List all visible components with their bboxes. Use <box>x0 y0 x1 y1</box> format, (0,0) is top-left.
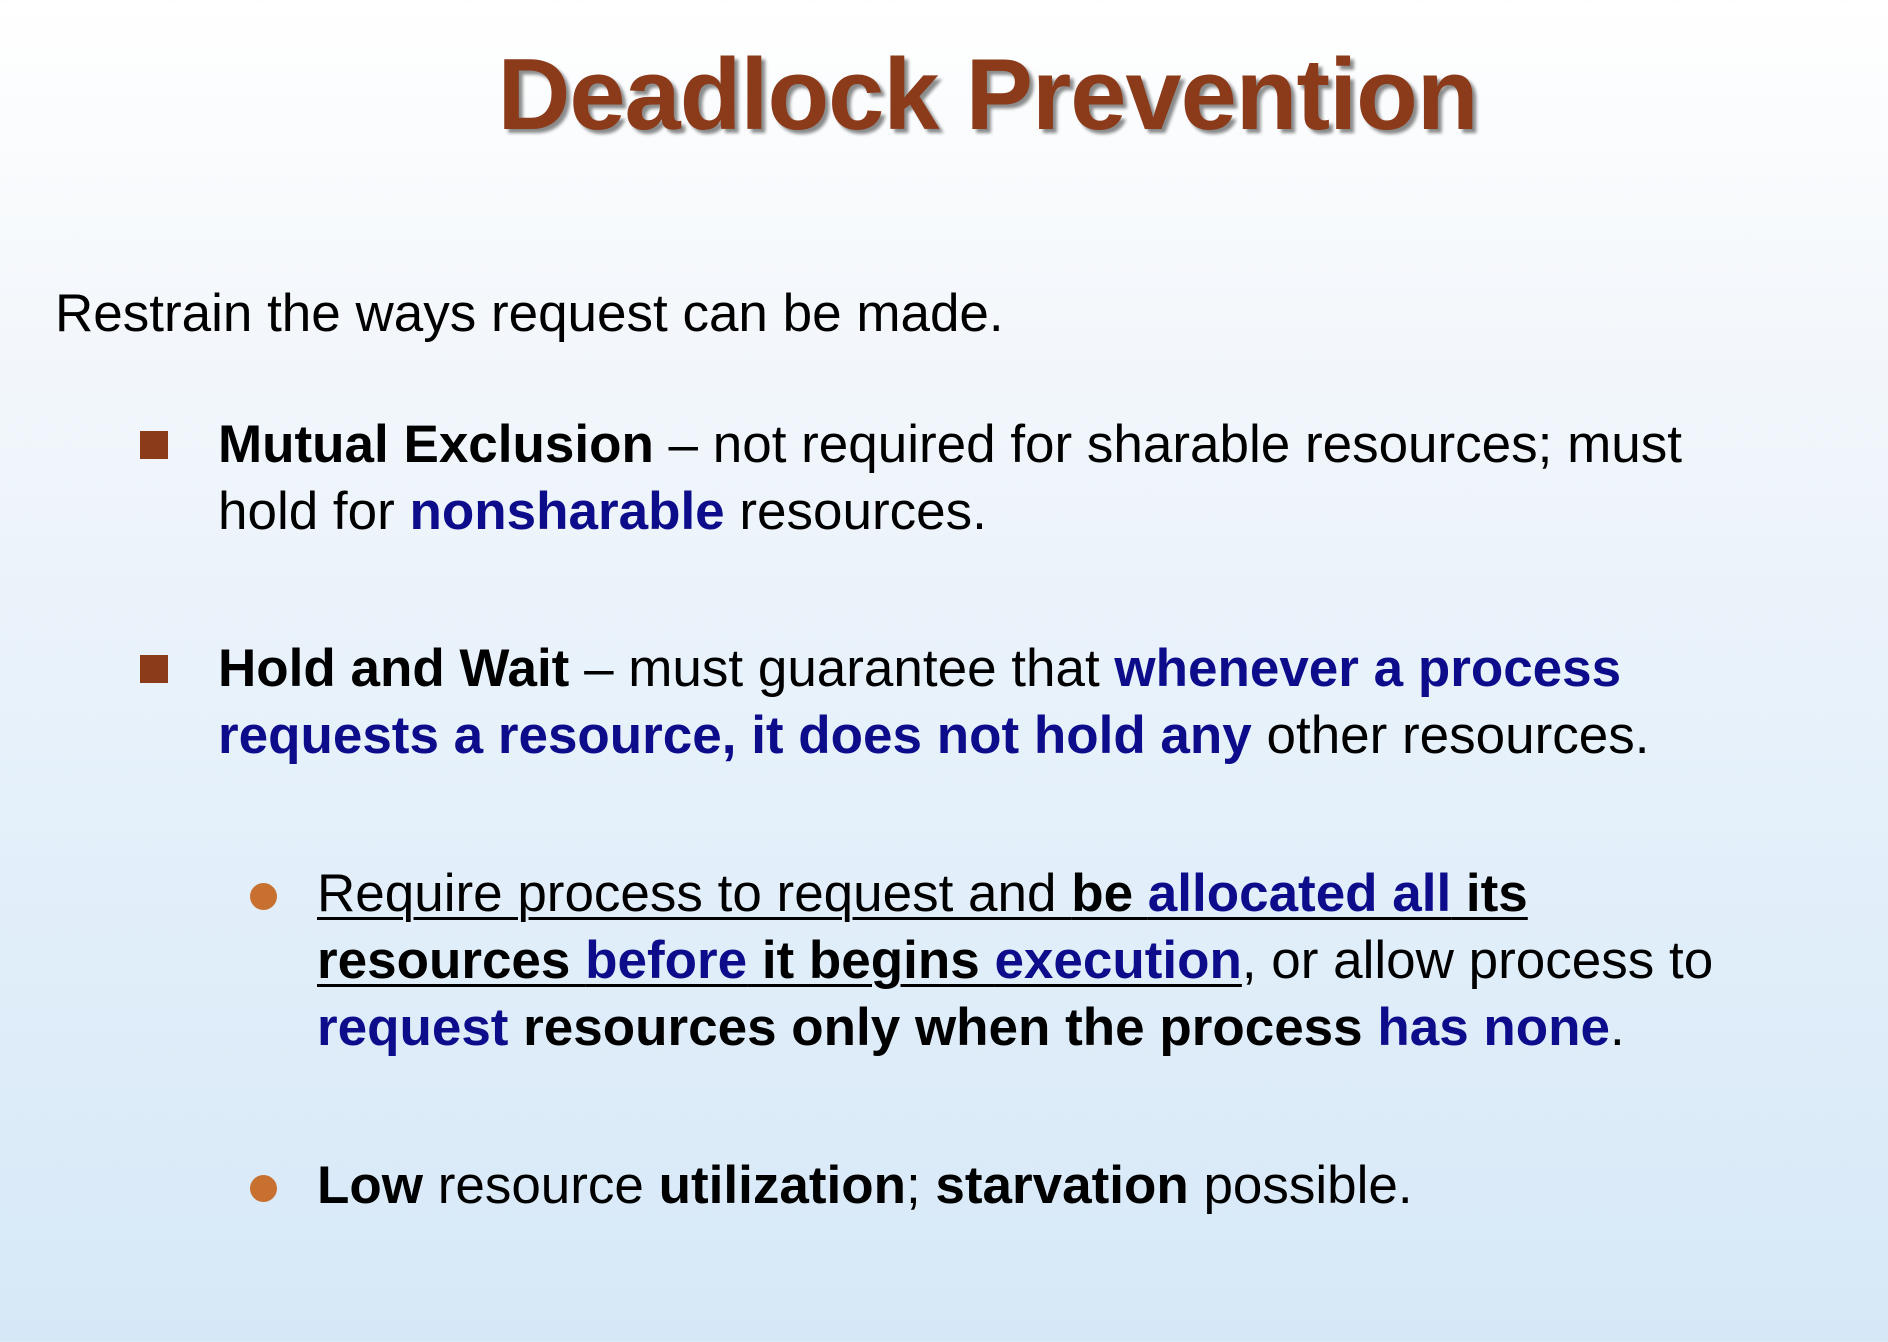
sub-bullet-part: its resources <box>317 864 1528 990</box>
dot-bullet-icon <box>250 1175 277 1202</box>
sub-bullet-part: . <box>1610 998 1625 1057</box>
sub-bullet-part: before <box>585 931 748 990</box>
bullet-part: – not required for sharable resources; must hold for <box>218 415 1682 541</box>
sub-bullet-part: it begins <box>747 931 995 990</box>
bullet-part: Hold and Wait <box>218 639 570 698</box>
bullet-part: resources. <box>724 482 987 541</box>
sub-bullet-part: request <box>317 998 509 1057</box>
dot-bullet-icon <box>250 883 277 910</box>
sub-bullet-part: utilization <box>658 1156 906 1215</box>
sub-bullet-part: allocated all <box>1147 864 1452 923</box>
sub-bullet-part: , or allow process to <box>1241 931 1714 990</box>
sub-bullet-part: possible. <box>1188 1156 1413 1215</box>
sub-bullet-part: resources only when the process <box>508 998 1378 1057</box>
sub-bullet-part: Require process to request and <box>317 864 1072 923</box>
intro-text: Restrain the ways request can be made. <box>55 284 1004 343</box>
sub-bullet-part: be <box>1071 864 1148 923</box>
sub-bullet-part: resource <box>422 1156 659 1215</box>
square-bullet-icon <box>140 431 168 459</box>
bullet-hold-and-wait <box>218 635 1768 769</box>
slide-title: Deadlock Prevention <box>497 39 1478 151</box>
bullet-part: – must guarantee that <box>569 639 1115 698</box>
sub-bullet-require-allocation <box>317 860 1777 1061</box>
sub-bullet-part: execution <box>994 931 1242 990</box>
bullet-mutual-exclusion <box>218 411 1768 545</box>
bullet-part: whenever a process requests a resource, it does not hold any <box>218 639 1622 765</box>
sub-bullet-part: has none <box>1377 998 1611 1057</box>
square-bullet-icon <box>140 655 168 683</box>
sub-bullet-part: ; <box>905 1156 936 1215</box>
bullet-part: nonsharable <box>409 482 725 541</box>
sub-bullet-low-utilization <box>317 1152 1777 1219</box>
sub-bullet-part: starvation <box>935 1156 1189 1215</box>
bullet-part: other resources. <box>1251 706 1650 765</box>
bullet-part: Mutual Exclusion <box>218 415 654 474</box>
sub-bullet-part: Low <box>317 1156 423 1215</box>
